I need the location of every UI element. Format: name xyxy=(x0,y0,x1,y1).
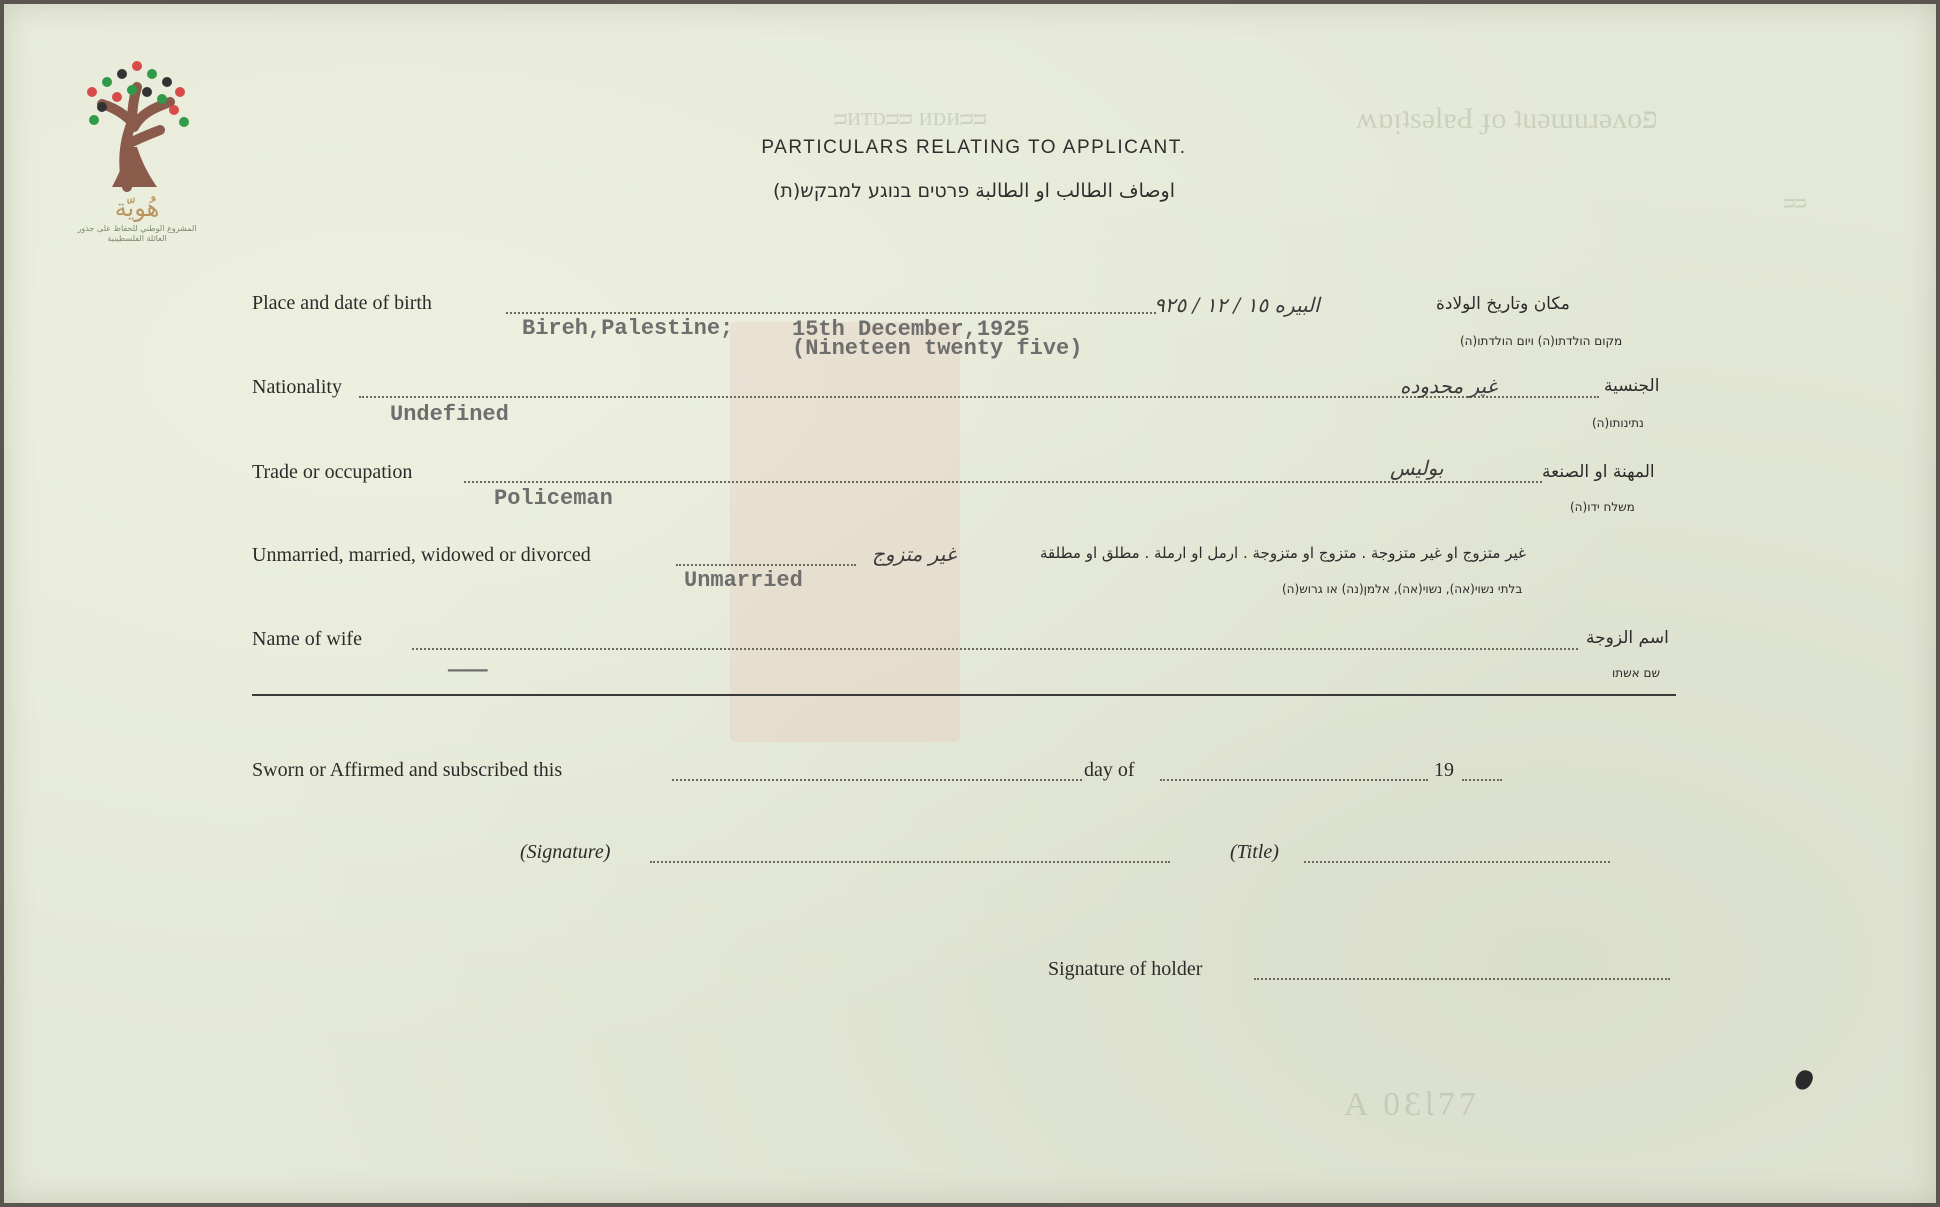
marital-status-label: Unmarried, married, widowed or divorced xyxy=(252,544,591,566)
birth-date-words: (Nineteen twenty five) xyxy=(792,336,1083,361)
day-of-label: day of xyxy=(1084,759,1135,781)
holder-signature-label: Signature of holder xyxy=(1048,958,1203,980)
occupation-value: Policeman xyxy=(494,486,613,511)
birth-handwritten: البيره ١٥ / ١٢ / ٩٢٥ xyxy=(1154,293,1320,317)
place-date-birth-label-ar: مكان وتاريخ الولادة xyxy=(1436,294,1570,314)
title-label: (Title) xyxy=(1230,841,1279,863)
title-line xyxy=(1304,861,1610,863)
marital-status-label-ar: غير متزوج او غير متزوجة . متزوج او متزوجة . ارمل او ارملة . مطلق او مطلقة xyxy=(1040,544,1526,562)
place-date-birth-label: Place and date of birth xyxy=(252,292,432,314)
signature-label: (Signature) xyxy=(520,841,611,863)
family-tree-icon xyxy=(72,52,202,192)
watermark-logo xyxy=(72,52,202,272)
occupation-handwritten: بوليس xyxy=(1390,456,1444,480)
document-page xyxy=(4,4,1936,1203)
occupation-label-ar: المهنة او الصنعة xyxy=(1542,462,1655,482)
occupation-label: Trade or occupation xyxy=(252,461,413,483)
birth-place-value: Bireh,Palestine; xyxy=(522,316,734,341)
occupation-line xyxy=(464,481,1542,483)
wife-name-label: Name of wife xyxy=(252,628,362,650)
signature-line xyxy=(650,861,1170,863)
nationality-handwritten: غير محدوده xyxy=(1400,374,1498,398)
nationality-label: Nationality xyxy=(252,376,342,398)
marital-status-handwritten: غير متزوج xyxy=(872,542,957,566)
section-divider xyxy=(252,694,1676,696)
sworn-day-line xyxy=(672,779,1082,781)
marital-status-label-he: בלתי נשוי(אה), נשוי(אה), אלמן(נה) או גרוש(ה) xyxy=(1282,582,1523,596)
occupation-label-he: משלח ידו(ה) xyxy=(1570,500,1635,514)
nationality-label-ar: الجنسية xyxy=(1604,376,1660,396)
wife-name-value: ——— xyxy=(448,658,488,683)
nationality-value: Undefined xyxy=(390,402,509,427)
section-title-ar-he: اوصاف الطالب او الطالبة פרטים בנוגע למבקש(ת) xyxy=(772,180,1175,202)
bleed-through-text: ᴝᴝ xyxy=(1784,188,1807,213)
section-title: PARTICULARS RELATING TO APPLICANT. xyxy=(761,137,1187,158)
ink-blot xyxy=(1793,1068,1815,1092)
marital-status-line xyxy=(676,564,856,566)
year-prefix: 19 xyxy=(1434,759,1454,781)
sworn-month-line xyxy=(1160,779,1428,781)
holder-signature-line xyxy=(1254,978,1670,980)
nationality-label-he: נתינותו(ה) xyxy=(1592,416,1644,430)
wife-name-line xyxy=(412,648,1578,650)
birth-date-value: 15th December,1925 xyxy=(792,317,1030,342)
bleed-through-text: A 0ƐƖ77 xyxy=(1344,1086,1480,1123)
photo-stain xyxy=(730,322,960,742)
sworn-label: Sworn or Affirmed and subscribed this xyxy=(252,759,563,781)
bleed-through-text: ᴝᴎᴛᴅᴝᴝ ᴎᴅᴎᴝᴝ xyxy=(834,102,987,131)
logo-subtitle: المشروع الوطني للحفاظ على جذور العائلة الفلسطينية xyxy=(77,224,197,243)
wife-name-label-he: שם אשתו xyxy=(1612,666,1660,680)
logo-title: هُويّة xyxy=(114,194,160,222)
bleed-through-text: ʍɒᴉʇsǝlɐԀ ɟo ʇuǝɯuɹǝʌoפ xyxy=(1356,102,1658,135)
place-date-birth-line xyxy=(506,312,1156,314)
sworn-year-line xyxy=(1462,779,1502,781)
wife-name-label-ar: اسم الزوجة xyxy=(1586,628,1669,648)
place-date-birth-label-he: מקום הולדתו(ה) ויום הולדתו(ה) xyxy=(1460,334,1623,348)
marital-status-value: Unmarried xyxy=(684,568,803,593)
